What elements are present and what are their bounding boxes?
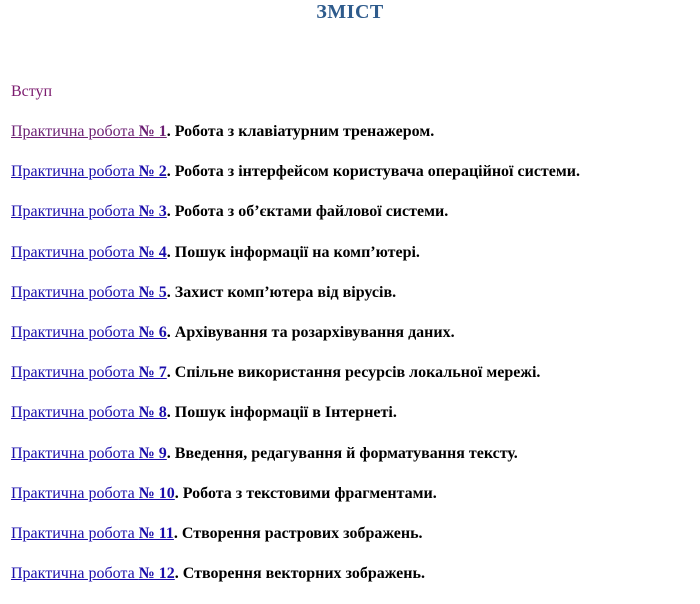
toc-link-12[interactable] bbox=[11, 565, 175, 582]
toc-entry-5 bbox=[11, 283, 696, 303]
toc-link-number: № 4 bbox=[138, 243, 167, 261]
toc-link-7[interactable] bbox=[11, 364, 167, 381]
toc-entry-title: . Пошук інформації в Інтернеті. bbox=[166, 404, 397, 422]
toc-entry-title: . Робота з текстовими фрагментами. bbox=[174, 484, 437, 502]
toc-link-8[interactable] bbox=[11, 404, 167, 421]
toc-link-text: Практична робота bbox=[11, 323, 139, 341]
toc-link-number: № 12 bbox=[138, 565, 175, 583]
toc-link-6[interactable] bbox=[11, 324, 167, 341]
toc-link-3[interactable] bbox=[11, 203, 167, 220]
toc-link-11[interactable] bbox=[11, 525, 174, 542]
toc-link-10[interactable] bbox=[11, 485, 175, 502]
toc-link-text: Практична робота bbox=[11, 404, 139, 422]
toc-entry-9 bbox=[11, 444, 696, 464]
toc-entry-title: . Спільне використання ресурсів локальної мережі. bbox=[166, 364, 541, 382]
toc-link-text: Практична робота bbox=[11, 484, 139, 502]
toc-link-text: Практична робота bbox=[11, 123, 139, 140]
toc-link-number: № 5 bbox=[138, 283, 167, 301]
toc-entry-7 bbox=[11, 363, 696, 383]
toc-link-2[interactable] bbox=[11, 163, 167, 180]
toc-entry-title: . Пошук інформації на комп’ютері. bbox=[166, 243, 420, 261]
toc-link-number: № 1 bbox=[138, 123, 167, 140]
toc-entry-2 bbox=[11, 162, 696, 182]
toc-entry-4 bbox=[11, 243, 696, 263]
toc-entry-3 bbox=[11, 202, 696, 222]
page-title: ЗМІСТ bbox=[316, 1, 384, 23]
toc-entry-title: . Захист комп’ютера від вірусів. bbox=[166, 283, 397, 301]
toc-entry-title: . Введення, редагування й форматування тексту. bbox=[166, 444, 518, 462]
toc-entry-title: . Робота з клавіатурним тренажером. bbox=[166, 123, 435, 140]
toc-entry-6 bbox=[11, 323, 696, 343]
toc-entry-11 bbox=[11, 524, 696, 544]
toc-entry-8 bbox=[11, 403, 696, 423]
toc-link-number: № 2 bbox=[138, 163, 167, 181]
toc-entry-10 bbox=[11, 484, 696, 504]
toc-entry-1 bbox=[11, 122, 696, 142]
toc-entry-title: . Робота з об’єктами файлової системи. bbox=[166, 203, 449, 221]
toc-link-number: № 11 bbox=[138, 524, 174, 542]
toc-link-9[interactable] bbox=[11, 445, 167, 462]
toc-entry-title: . Створення векторних зображень. bbox=[174, 565, 425, 583]
toc-link-text: Практична робота bbox=[11, 283, 139, 301]
toc-link-intro[interactable]: Вступ bbox=[11, 83, 53, 100]
toc-link-text: Практична робота bbox=[11, 203, 139, 221]
toc-entry-title: . Архівування та розархівування даних. bbox=[166, 323, 455, 341]
toc-link-text: Практична робота bbox=[11, 565, 139, 583]
toc-link-4[interactable] bbox=[11, 244, 167, 261]
toc-link-number: № 9 bbox=[138, 444, 167, 462]
toc-link-text: Практична робота bbox=[11, 243, 139, 261]
toc-link-number: № 8 bbox=[138, 404, 167, 422]
toc-link-number: № 3 bbox=[138, 203, 167, 221]
toc-link-text: Практична робота bbox=[11, 364, 139, 382]
toc-link-number: № 7 bbox=[138, 364, 167, 382]
toc-link-1[interactable] bbox=[11, 123, 167, 140]
toc-entry-12 bbox=[11, 564, 696, 584]
toc-link-number: № 10 bbox=[138, 484, 175, 502]
toc-entry-title: . Робота з інтерфейсом користувача операційної системи. bbox=[166, 163, 580, 181]
toc-link-text: Практична робота bbox=[11, 444, 139, 462]
toc-link-text: Практична робота bbox=[11, 163, 139, 181]
toc-link-text: Практична робота bbox=[11, 524, 139, 542]
toc-link-5[interactable] bbox=[11, 284, 167, 301]
table-of-contents bbox=[11, 82, 696, 604]
toc-link-number: № 6 bbox=[138, 323, 167, 341]
toc-entry-title: . Створення растрових зображень. bbox=[173, 524, 423, 542]
